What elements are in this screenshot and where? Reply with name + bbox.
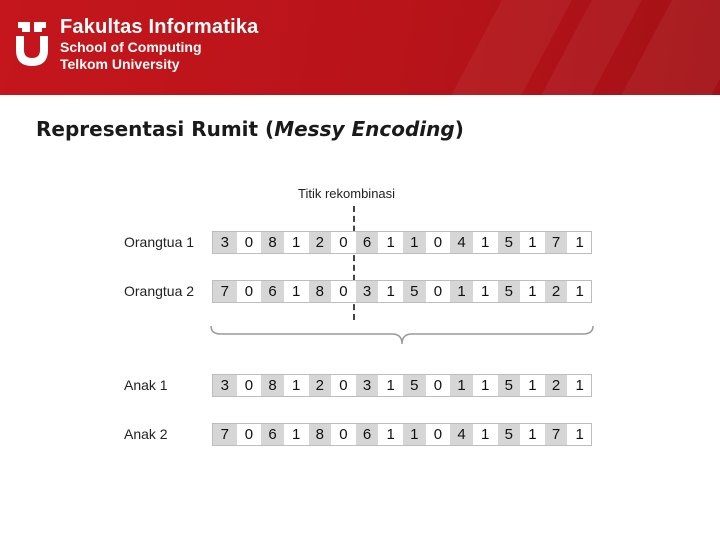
gene-cell: 5 [497, 232, 521, 253]
curly-brace-icon [209, 324, 595, 348]
gene-cell: 0 [331, 424, 355, 445]
slide-title [36, 117, 464, 141]
gene-cell: 3 [355, 375, 379, 396]
title-end: ) [454, 117, 464, 141]
gene-cell: 1 [449, 281, 473, 302]
gene-cell: 1 [567, 232, 591, 253]
gene-cell: 1 [520, 375, 544, 396]
row-label-anak-2: Anak 2 [124, 426, 168, 442]
gene-cell: 0 [426, 424, 450, 445]
header-banner [0, 0, 720, 95]
gene-cell: 2 [544, 375, 568, 396]
gene-cell: 1 [284, 232, 308, 253]
gene-cell: 5 [497, 424, 521, 445]
gene-cell: 5 [497, 375, 521, 396]
chromosome-orangtua-1 [212, 231, 592, 254]
gene-cell: 0 [237, 281, 261, 302]
gene-cell: 1 [378, 375, 402, 396]
gene-cell: 7 [213, 424, 237, 445]
gene-cell: 8 [260, 375, 284, 396]
gene-cell: 2 [308, 375, 332, 396]
telkom-university-logo-icon [14, 18, 50, 70]
gene-cell: 6 [260, 281, 284, 302]
gene-cell: 5 [402, 281, 426, 302]
gene-cell: 1 [567, 375, 591, 396]
gene-cell: 1 [378, 424, 402, 445]
title-italic: Messy Encoding [274, 117, 455, 141]
gene-cell: 6 [355, 232, 379, 253]
gene-cell: 0 [237, 424, 261, 445]
gene-cell: 6 [355, 424, 379, 445]
gene-cell: 1 [284, 281, 308, 302]
gene-cell: 1 [473, 281, 497, 302]
gene-cell: 3 [213, 375, 237, 396]
gene-cell: 7 [544, 232, 568, 253]
gene-cell: 0 [426, 232, 450, 253]
gene-cell: 5 [497, 281, 521, 302]
title-main: Representasi Rumit ( [36, 117, 275, 141]
gene-cell: 0 [331, 375, 355, 396]
chromosome-orangtua-2 [212, 280, 592, 303]
gene-cell: 0 [237, 375, 261, 396]
gene-cell: 1 [473, 424, 497, 445]
gene-cell: 1 [378, 232, 402, 253]
row-label-anak-1: Anak 1 [124, 377, 168, 393]
gene-cell: 3 [355, 281, 379, 302]
recombination-point-label: Titik rekombinasi [298, 186, 396, 201]
gene-cell: 1 [520, 281, 544, 302]
faculty-name: Fakultas Informatika [60, 16, 259, 38]
gene-cell: 1 [284, 375, 308, 396]
gene-cell: 7 [544, 424, 568, 445]
gene-cell: 1 [378, 281, 402, 302]
chromosome-anak-1 [212, 374, 592, 397]
gene-cell: 8 [308, 281, 332, 302]
gene-cell: 5 [402, 375, 426, 396]
gene-cell: 3 [213, 232, 237, 253]
row-label-orangtua-1: Orangtua 1 [124, 234, 195, 250]
gene-cell: 1 [449, 375, 473, 396]
gene-cell: 1 [402, 232, 426, 253]
gene-cell: 4 [449, 232, 473, 253]
gene-cell: 6 [260, 424, 284, 445]
gene-cell: 0 [237, 232, 261, 253]
university-name: Telkom University [60, 56, 180, 72]
gene-cell: 1 [567, 424, 591, 445]
gene-cell: 8 [260, 232, 284, 253]
chromosome-anak-2 [212, 423, 592, 446]
gene-cell: 8 [308, 424, 332, 445]
gene-cell: 0 [331, 281, 355, 302]
gene-cell: 1 [402, 424, 426, 445]
gene-cell: 7 [213, 281, 237, 302]
gene-cell: 1 [520, 424, 544, 445]
gene-cell: 0 [426, 281, 450, 302]
gene-cell: 1 [473, 375, 497, 396]
gene-cell: 1 [473, 232, 497, 253]
school-name: School of Computing [60, 39, 202, 55]
gene-cell: 1 [520, 232, 544, 253]
gene-cell: 1 [567, 281, 591, 302]
gene-cell: 0 [331, 232, 355, 253]
gene-cell: 4 [449, 424, 473, 445]
row-label-orangtua-2: Orangtua 2 [124, 283, 195, 299]
gene-cell: 2 [544, 281, 568, 302]
gene-cell: 1 [284, 424, 308, 445]
gene-cell: 0 [426, 375, 450, 396]
gene-cell: 2 [308, 232, 332, 253]
